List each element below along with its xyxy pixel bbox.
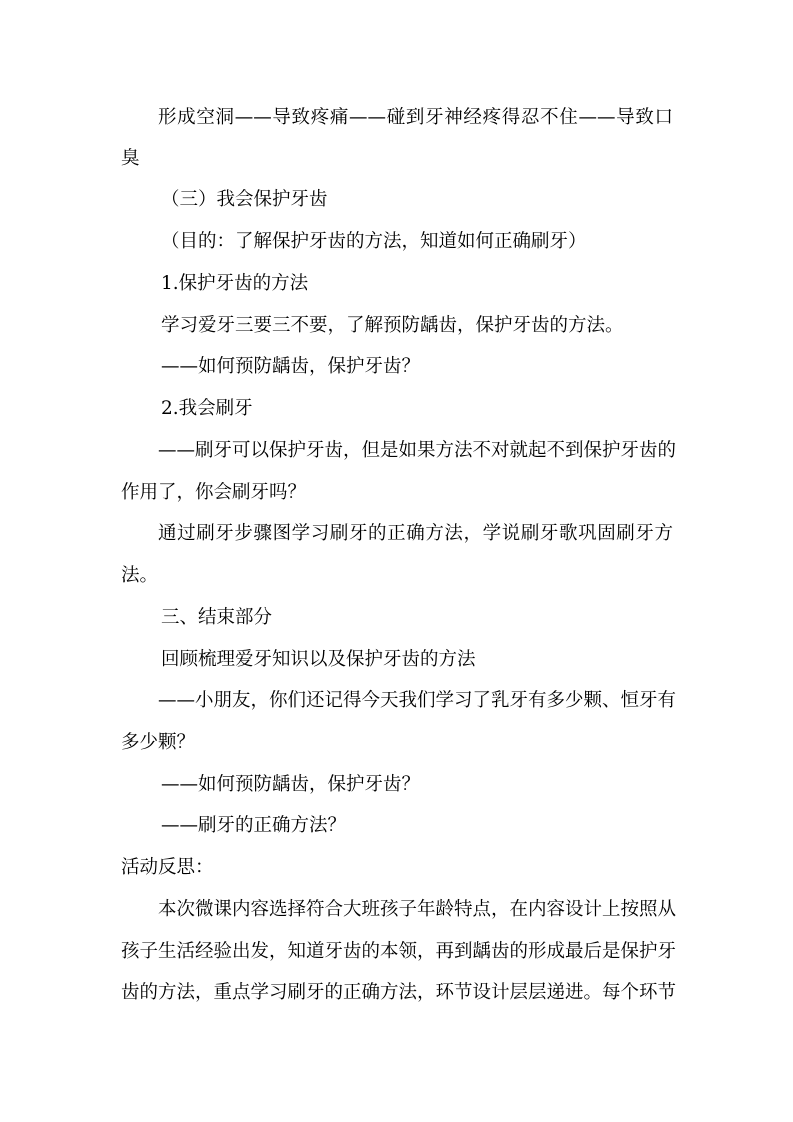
paragraph-line: 齿的方法，重点学习刷牙的正确方法，环节设计层层递进。每个环节 xyxy=(121,982,677,1003)
paragraph-line: ——刷牙的正确方法？ xyxy=(161,815,347,836)
section-heading: 三、结束部分 xyxy=(161,607,273,628)
subsection-heading: 2.我会刷牙 xyxy=(161,398,253,419)
paragraph-line: 臭 xyxy=(121,148,140,169)
paragraph-line: 作用了，你会刷牙吗？ xyxy=(121,482,307,503)
paragraph-line: ——如何预防龋齿，保护牙齿？ xyxy=(161,356,421,377)
paragraph-line: 通过刷牙步骤图学习刷牙的正确方法，学说刷牙歌巩固刷牙方 xyxy=(158,523,673,544)
section-heading: 活动反思： xyxy=(121,857,214,878)
paragraph-line: ——刷牙可以保护牙齿，但是如果方法不对就起不到保护牙齿的 xyxy=(158,440,677,461)
paragraph-line: 孩子生活经验出发，知道牙齿的本领，再到龋齿的形成最后是保护牙 xyxy=(121,941,677,962)
paragraph-line: 本次微课内容选择符合大班孩子年龄特点，在内容设计上按照从 xyxy=(158,899,677,920)
paragraph-line: 多少颗？ xyxy=(121,732,196,753)
paragraph-line: （目的：了解保护牙齿的方法，知道如何正确刷牙） xyxy=(161,231,587,252)
paragraph-line: 形成空洞——导致疼痛——碰到牙神经疼得忍不住——导致口 xyxy=(158,107,673,128)
section-heading: （三）我会保护牙齿 xyxy=(161,189,328,210)
paragraph-line: ——小朋友，你们还记得今天我们学习了乳牙有多少颗、恒牙有 xyxy=(158,690,677,711)
subsection-heading: 1.保护牙齿的方法 xyxy=(161,273,309,294)
paragraph-line: ——如何预防龋齿，保护牙齿？ xyxy=(161,774,421,795)
paragraph-line: 学习爱牙三要三不要，了解预防龋齿，保护牙齿的方法。 xyxy=(161,315,624,336)
paragraph-line: 回顾梳理爱牙知识以及保护牙齿的方法 xyxy=(161,649,476,670)
paragraph-line: 法。 xyxy=(121,565,159,586)
